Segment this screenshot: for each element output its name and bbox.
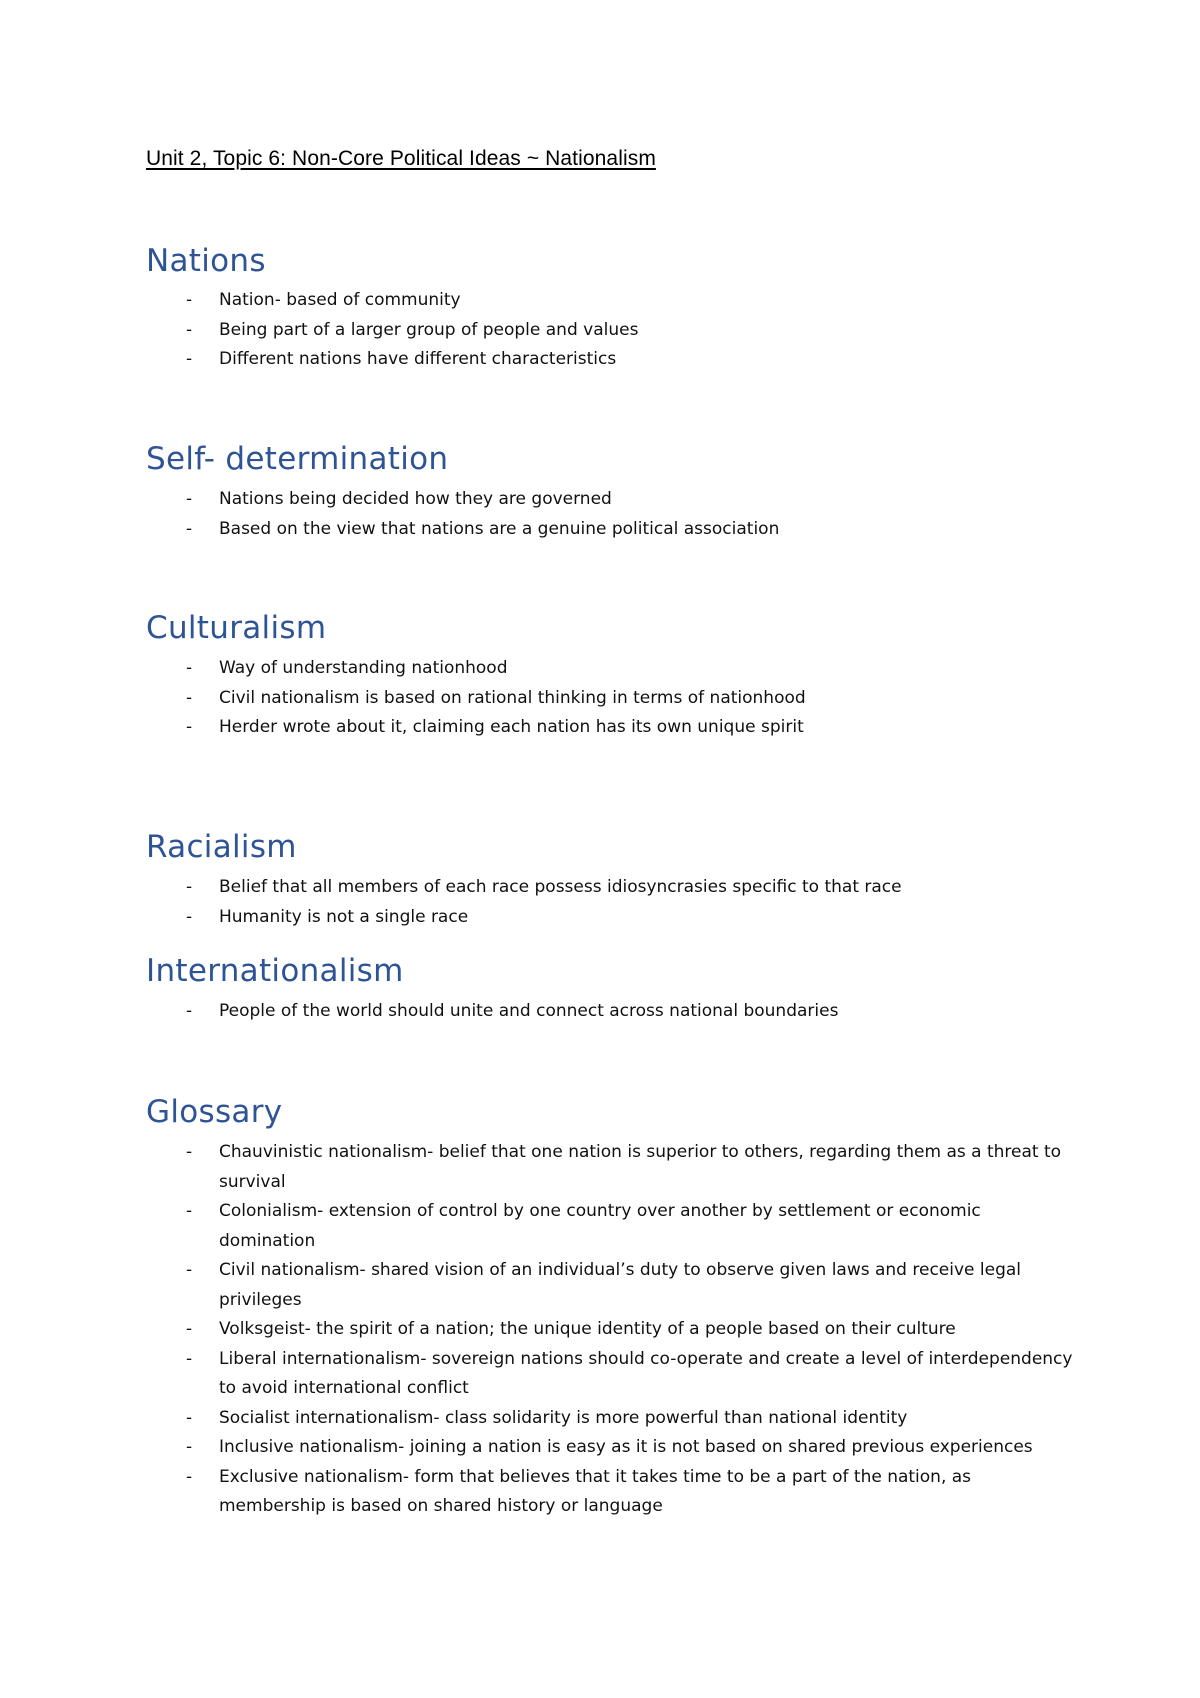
bullet-dash: - (186, 1466, 193, 1487)
bullet-dash: - (186, 877, 193, 897)
heading-racialism: Racialism (146, 829, 297, 865)
list-culturalism (0, 654, 1079, 743)
glossary-item: - Chauvinistic nationalism- belief that one nation is superior to others, regarding them as a threat to survival (0, 1138, 1079, 1197)
heading-glossary: Glossary (146, 1094, 283, 1130)
list-item: - Herder wrote about it, claiming each nation has its own unique spirit (0, 713, 1079, 743)
glossary-item: - Exclusive nationalism- form that believes that it takes time to be a part of the nation, as membership is based on shared history or language (0, 1463, 1079, 1522)
bullet-dash: - (186, 349, 193, 369)
bullet-dash: - (186, 1348, 193, 1369)
list-item: - People of the world should unite and connect across national boundaries (0, 997, 1079, 1027)
heading-nations: Nations (146, 243, 266, 279)
list-item: - Humanity is not a single race (0, 903, 1079, 933)
heading-internationalism: Internationalism (146, 953, 404, 989)
bullet-dash: - (186, 1201, 193, 1221)
list-item: - Nations being decided how they are governed (0, 485, 1079, 515)
glossary-item: - Colonialism- extension of control by one country over another by settlement or economic domination (0, 1197, 1079, 1256)
list-item: - Way of understanding nationhood (0, 654, 1079, 684)
glossary-item: - Liberal internationalism- sovereign nations should co-operate and create a level of interdependency to avoid international conflict (0, 1345, 1079, 1404)
list-internationalism (0, 997, 1079, 1027)
bullet-dash: - (186, 906, 193, 927)
list-item: - Different nations have different characteristics (0, 345, 1079, 375)
list-glossary (0, 1138, 1079, 1522)
bullet-dash: - (186, 518, 193, 539)
list-nations (0, 286, 1079, 375)
bullet-dash: - (186, 290, 193, 310)
bullet-dash: - (186, 1001, 193, 1021)
bullet-dash: - (186, 489, 193, 509)
bullet-dash: - (186, 687, 193, 708)
document-title: Unit 2, Topic 6: Non-Core Political Ideas ~ Nationalism (146, 147, 656, 170)
glossary-item: - Civil nationalism- shared vision of an individual’s duty to observe given laws and receive legal privileges (0, 1256, 1079, 1315)
bullet-dash: - (186, 1142, 193, 1162)
bullet-dash: - (186, 658, 193, 678)
heading-culturalism: Culturalism (146, 610, 327, 646)
list-item: - Being part of a larger group of people and values (0, 316, 1079, 346)
glossary-item: - Volksgeist- the spirit of a nation; the unique identity of a people based on their culture (0, 1315, 1079, 1345)
bullet-dash: - (186, 319, 193, 340)
list-item: - Based on the view that nations are a genuine political association (0, 515, 1079, 545)
list-item: - Belief that all members of each race possess idiosyncrasies specific to that race (0, 873, 1079, 903)
heading-self-determination: Self- determination (146, 441, 449, 477)
list-racialism (0, 873, 1079, 932)
bullet-dash: - (186, 1407, 193, 1428)
glossary-item: - Inclusive nationalism- joining a nation is easy as it is not based on shared previous experiences (0, 1433, 1079, 1463)
list-item: - Civil nationalism is based on rational thinking in terms of nationhood (0, 684, 1079, 714)
list-item: - Nation- based of community (0, 286, 1079, 316)
bullet-dash: - (186, 1437, 193, 1457)
glossary-item: - Socialist internationalism- class solidarity is more powerful than national identity (0, 1404, 1079, 1434)
bullet-dash: - (186, 1319, 193, 1339)
bullet-dash: - (186, 717, 193, 737)
bullet-dash: - (186, 1260, 193, 1280)
list-self-determination (0, 485, 1079, 544)
